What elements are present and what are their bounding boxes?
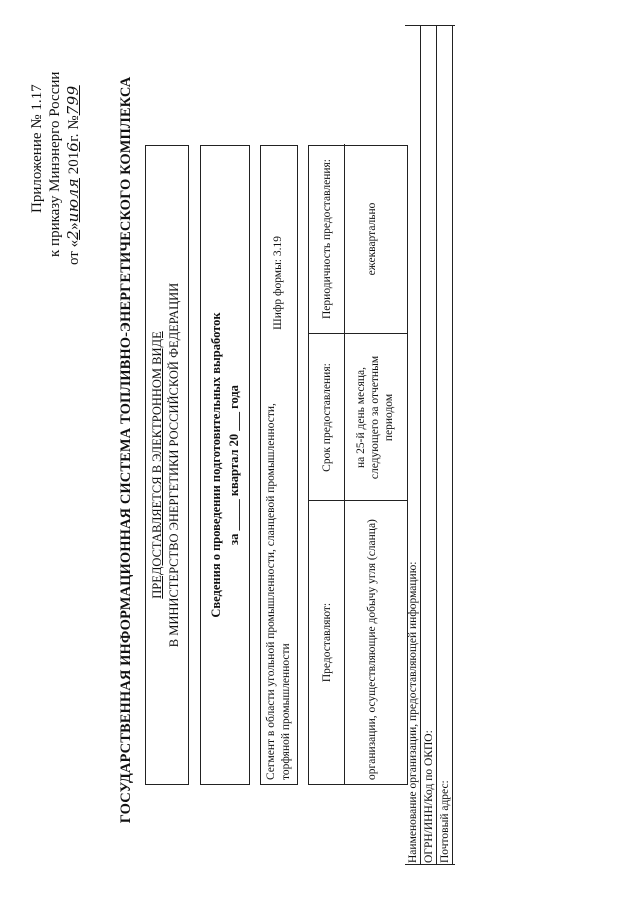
address-row xyxy=(437,25,453,865)
table-cell-frequency: ежеквартально xyxy=(366,202,378,276)
appendix-header xyxy=(28,15,83,265)
ogrn-row xyxy=(421,25,437,865)
handwritten-day: 2 xyxy=(64,229,82,240)
document-title: ГОСУДАРСТВЕННАЯ ИНФОРМАЦИОННАЯ СИСТЕМА ТОПЛИВНО-ЭНЕРГЕТИЧЕСКОГО КОМПЛЕКСА xyxy=(118,76,134,824)
segment-box xyxy=(260,145,298,785)
org-name-row xyxy=(405,25,421,865)
handwritten-order-number: 799 xyxy=(64,85,82,116)
appendix-order: к приказу Минэнерго России xyxy=(47,71,63,257)
table-header-submitters: Предоставляют: xyxy=(321,602,333,683)
address-label: Почтовый адрес: xyxy=(439,780,451,863)
table-header-deadline: Срок предоставления: xyxy=(321,363,333,472)
appendix-number: Приложение № 1.17 xyxy=(29,84,45,213)
organization-info-block xyxy=(405,25,455,865)
report-title: Сведения о проведении подготовительных выработок xyxy=(209,312,223,618)
electronic-line-1: ПРЕДОСТАВЛЯЕТСЯ В ЭЛЕКТРОННОМ ВИДЕ xyxy=(150,331,164,599)
form-code: Шифр формы: 3.19 xyxy=(272,236,284,330)
info-left-border xyxy=(405,864,455,865)
org-name-label: Наименование организации, предоставляющей информацию: xyxy=(407,561,419,863)
table-cell-deadline: на 25-й день месяца, следующего за отчетным периодом xyxy=(355,355,395,480)
appendix-date: от «2»июля 2016г. №799 xyxy=(64,85,82,265)
electronic-submission-box xyxy=(145,145,189,785)
report-period: за _____ квартал 20 ___ года xyxy=(227,385,241,545)
submission-table xyxy=(308,145,408,785)
ogrn-label: ОГРН/ИНН/Код по ОКПО: xyxy=(423,730,435,863)
electronic-line-2: В МИНИСТЕРСТВО ЭНЕРГЕТИКИ РОССИЙСКОЙ ФЕДЕРАЦИИ xyxy=(167,282,181,648)
info-right-border xyxy=(405,25,455,26)
segment-text: Сегмент в области угольной промышленности, сланцевой промышленности, торфяной промышленности xyxy=(265,403,292,780)
report-title-box xyxy=(200,145,250,785)
handwritten-month: июля xyxy=(64,177,82,223)
table-header-frequency: Периодичность предоставления: xyxy=(321,159,333,319)
handwritten-year-digit: 6 xyxy=(64,141,82,152)
table-cell-submitters: организации, осуществляющие добычу угля (сланца) xyxy=(366,519,378,780)
